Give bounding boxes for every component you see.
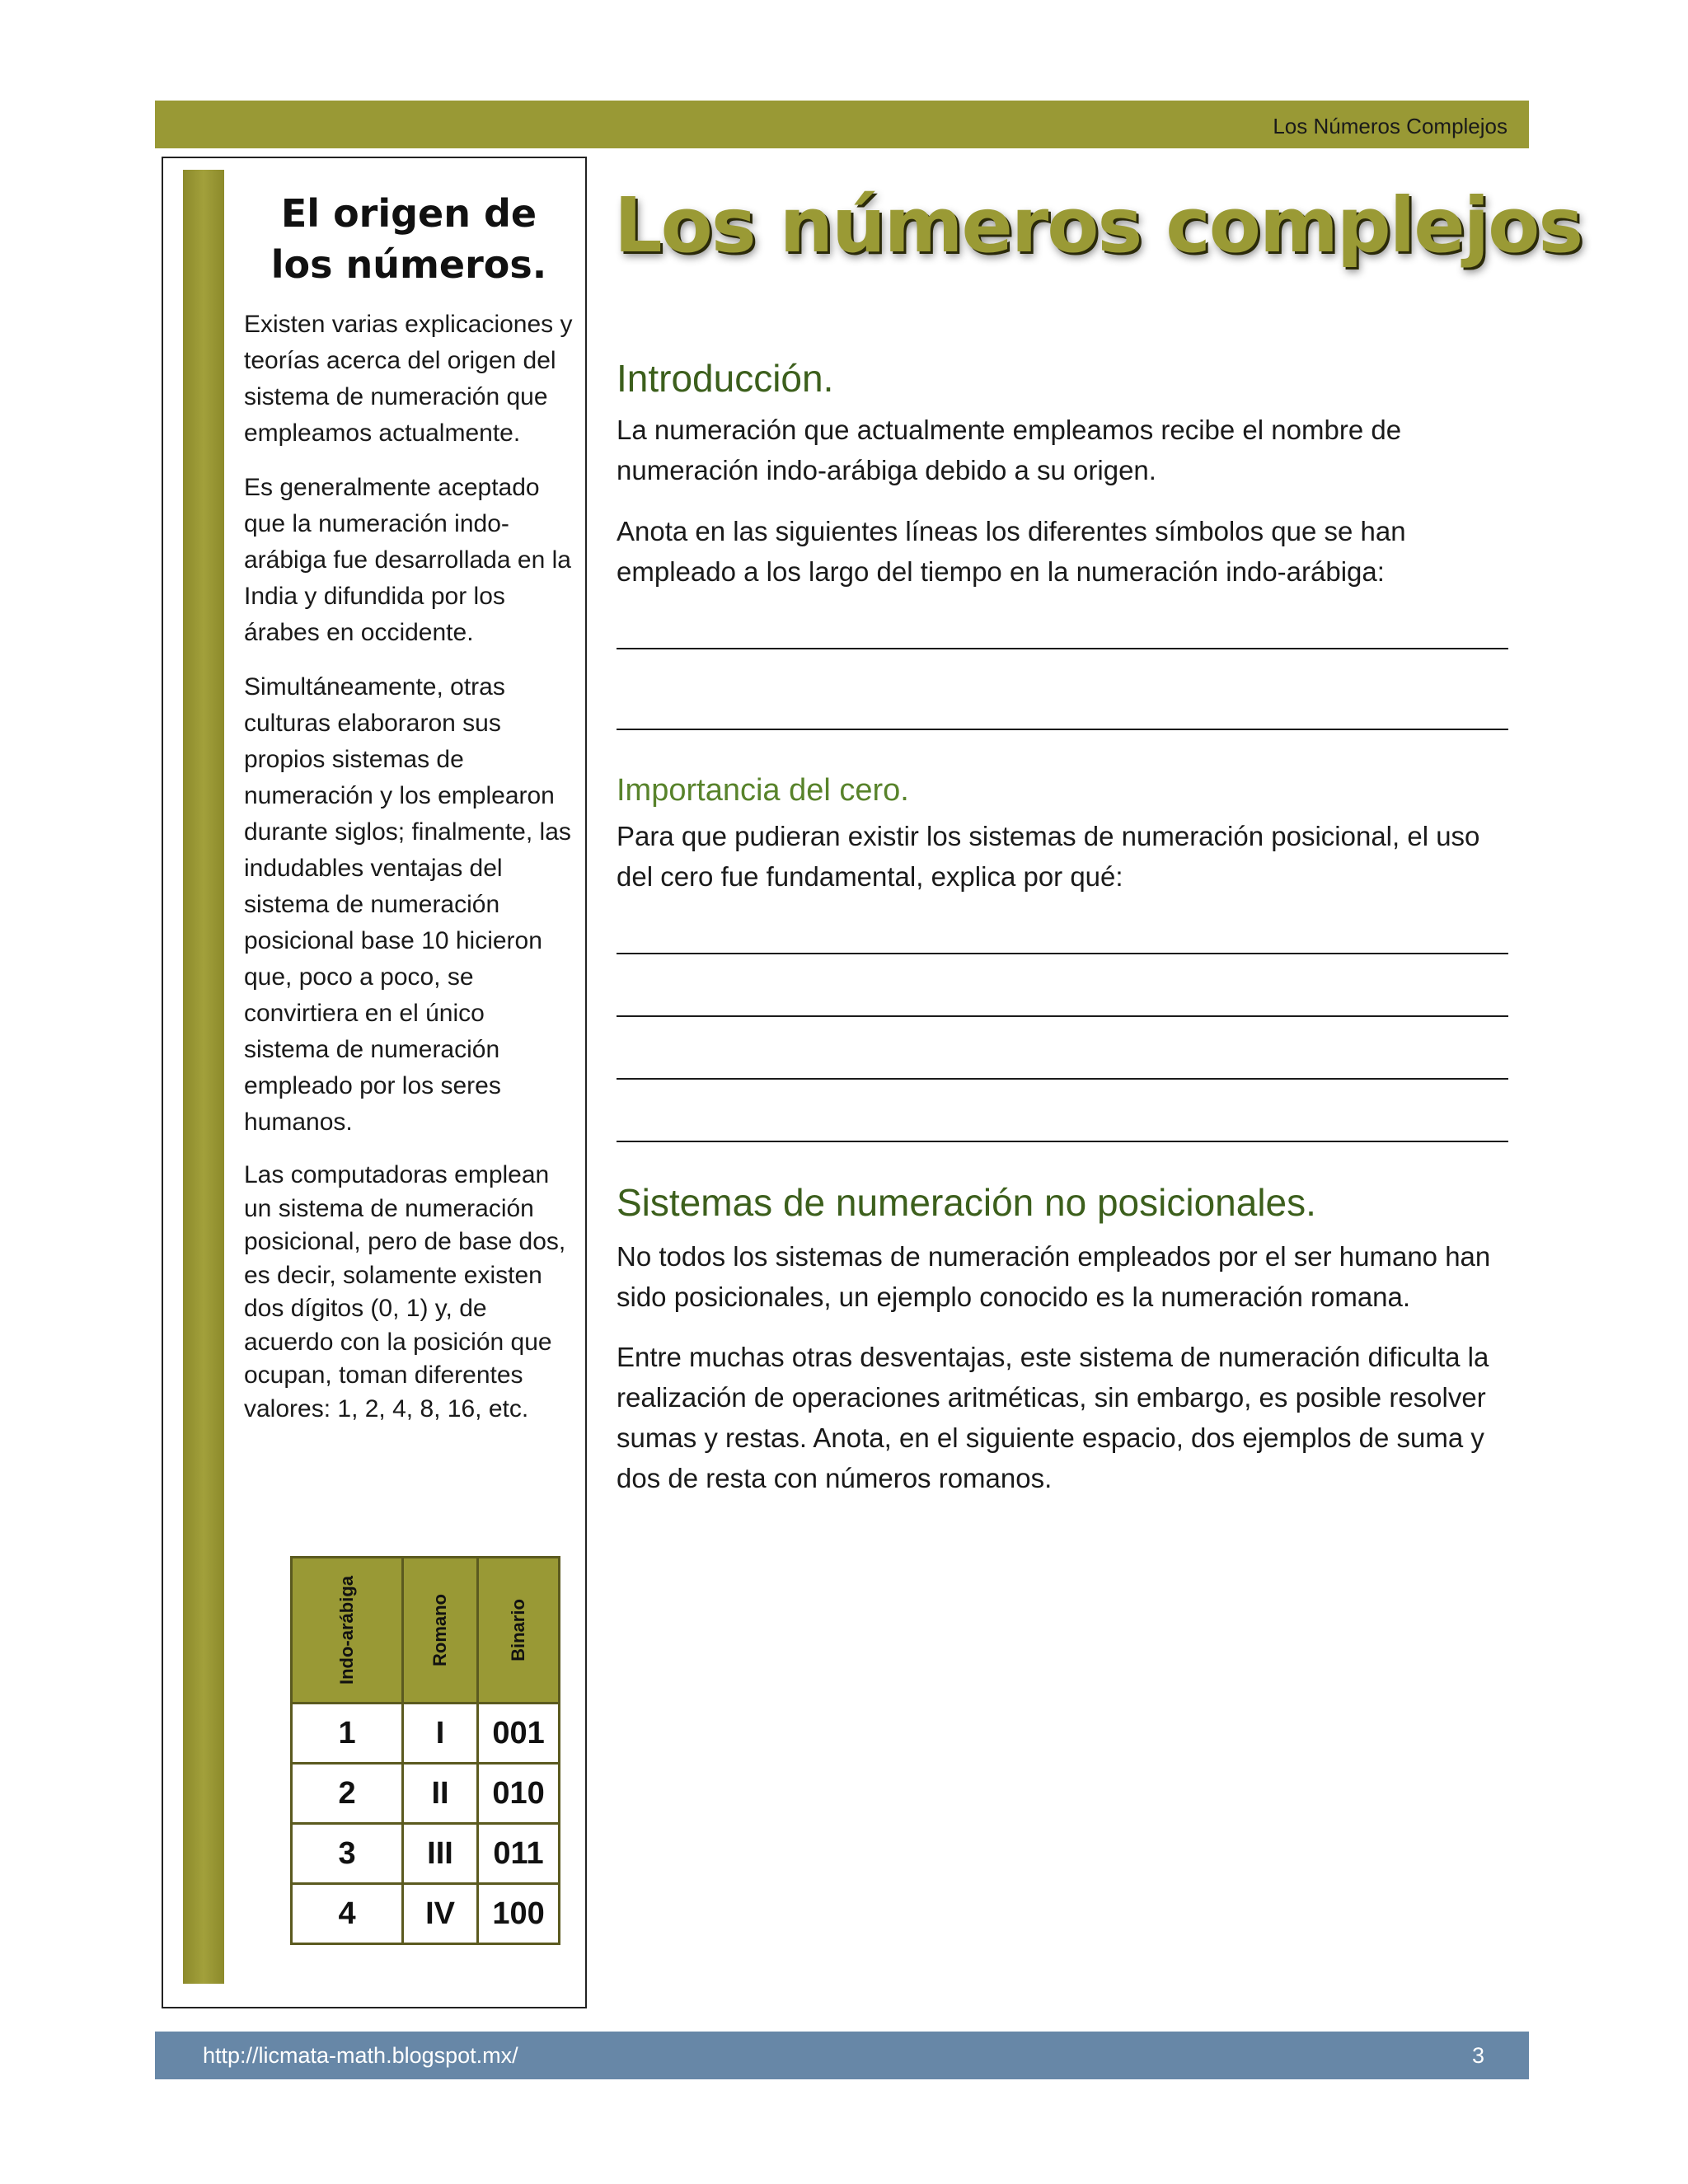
- table-cell: 4: [292, 1884, 403, 1944]
- table-header-label: Indo-arábiga: [336, 1575, 358, 1685]
- footer-band: [155, 2032, 1529, 2079]
- table-cell: 011: [478, 1824, 560, 1884]
- sidebar-content: [244, 188, 574, 1444]
- section-heading-introduccion: Introducción.: [617, 357, 834, 400]
- sidebar-title-line2: los números.: [270, 242, 547, 287]
- table-header-label: Binario: [508, 1599, 529, 1661]
- table-cell: I: [403, 1704, 478, 1764]
- table-header-cell: [478, 1558, 560, 1704]
- body-paragraph: No todos los sistemas de numeración empleados por el ser humano han sido posicionales, un ejemplo conocido es la numeración romana.: [617, 1241, 1491, 1312]
- body-paragraph: La numeración que actualmente empleamos recibe el nombre de numeración indo-arábiga debido a su origen.: [617, 415, 1402, 485]
- section-heading-cero: Importancia del cero.: [617, 773, 909, 808]
- section-heading-no-posicionales: Sistemas de numeración no posicionales.: [617, 1181, 1316, 1224]
- table-header-cell: [292, 1558, 403, 1704]
- answer-line[interactable]: [617, 648, 1508, 649]
- table-header-cell: [403, 1558, 478, 1704]
- header-band: [155, 101, 1529, 148]
- table-cell: IV: [403, 1884, 478, 1944]
- body-paragraph: Entre muchas otras desventajas, este sistema de numeración dificulta la realización de operaciones aritméticas, sin embargo, es posible resolver sumas y restas. Anota, en el siguiente espacio, dos ejemplos de suma y dos de resta con números romanos.: [617, 1342, 1489, 1493]
- table-header-row: [292, 1558, 560, 1704]
- sidebar: [162, 157, 587, 2008]
- numeral-table: [290, 1556, 560, 1945]
- table-cell: 2: [292, 1764, 403, 1824]
- table-cell: II: [403, 1764, 478, 1824]
- answer-line[interactable]: [617, 729, 1508, 730]
- table-row: [292, 1704, 560, 1764]
- footer-url[interactable]: http://licmata-math.blogspot.mx/: [203, 2043, 518, 2068]
- body-paragraph: Anota en las siguientes líneas los diferentes símbolos que se han empleado a los largo del tiempo en la numeración indo-arábiga:: [617, 516, 1406, 587]
- answer-line[interactable]: [617, 1015, 1508, 1017]
- sidebar-paragraph: Las computadoras emplean un sistema de numeración posicional, pero de base dos, es decir, solamente existen dos dígitos (0, 1) y, de acuerdo con la posición que ocupan, toman diferentes valores: 1, 2, 4, 8, 16, etc.: [244, 1161, 566, 1422]
- table-row: [292, 1764, 560, 1824]
- table-cell: 010: [478, 1764, 560, 1824]
- sidebar-title-line1: El origen de: [280, 191, 537, 236]
- page-number: 3: [1471, 2043, 1484, 2068]
- table-cell: 100: [478, 1884, 560, 1944]
- table-cell: 1: [292, 1704, 403, 1764]
- body-paragraph: Para que pudieran existir los sistemas de numeración posicional, el uso del cero fue fundamental, explica por qué:: [617, 821, 1480, 892]
- answer-line[interactable]: [617, 1141, 1508, 1142]
- table-row: [292, 1824, 560, 1884]
- table-cell: III: [403, 1824, 478, 1884]
- table-row: [292, 1884, 560, 1944]
- sidebar-paragraph: Es generalmente aceptado que la numeración indo-arábiga fue desarrollada en la India y difundida por los árabes en occidente.: [244, 474, 571, 646]
- answer-line[interactable]: [617, 953, 1508, 954]
- sidebar-paragraph: Existen varias explicaciones y teorías acerca del origen del sistema de numeración que empleamos actualmente.: [244, 311, 573, 447]
- table-header-label: Romano: [429, 1594, 451, 1666]
- table-cell: 001: [478, 1704, 560, 1764]
- sidebar-accent-bar: [183, 170, 224, 1984]
- answer-line[interactable]: [617, 1078, 1508, 1080]
- table-cell: 3: [292, 1824, 403, 1884]
- sidebar-paragraph: Simultáneamente, otras culturas elaboraron sus propios sistemas de numeración y los emplearon durante siglos; finalmente, las indudables ventajas del sistema de numeración posicional base 10 hicieron que, poco a poco, se convirtiera en el único sistema de numeración empleado por los seres humanos.: [244, 673, 571, 1136]
- running-title: Los Números Complejos: [1273, 114, 1507, 138]
- sidebar-title: [244, 188, 574, 290]
- page-title: Los números complejos: [614, 181, 1582, 269]
